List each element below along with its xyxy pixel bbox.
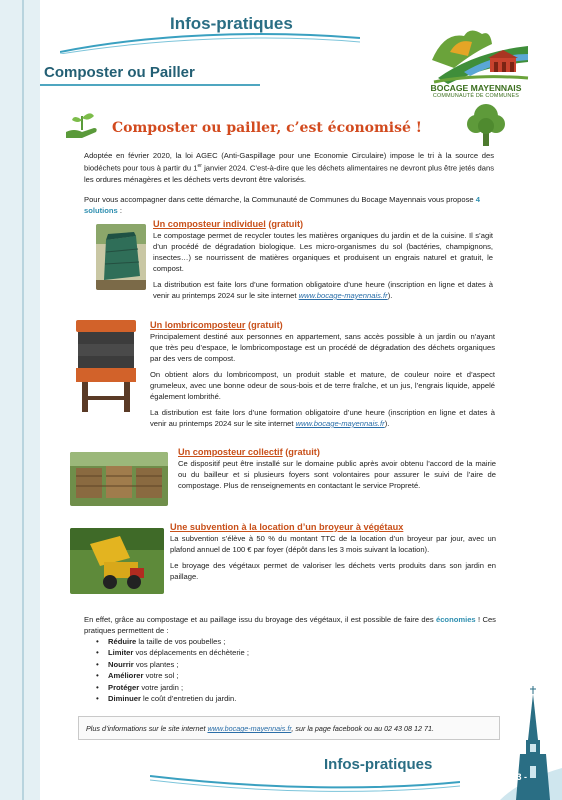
intro-text-cont: janvier 2024. C’est-à-dire que les déchets alimentaires ne devront plus être jetés dans les ordures ménagères et les déchets verts devront être valorisés. xyxy=(84,163,494,184)
benefit-text: votre jardin ; xyxy=(139,682,184,692)
footer-title: Infos-pratiques xyxy=(324,756,433,773)
solution-2-tag: (gratuit) xyxy=(248,320,283,330)
lombricomposteur-photo xyxy=(70,316,142,416)
intro-paragraph-1 xyxy=(84,150,494,185)
composteur-photo xyxy=(96,224,146,290)
composteur-collectif-photo xyxy=(70,452,168,506)
left-margin-line xyxy=(22,0,24,800)
solution-2-note-end: ). xyxy=(384,419,390,428)
conclusion-text: En effet, grâce au compostage et au paillage issu du broyage des végétaux, il est possible de faire des xyxy=(84,615,436,624)
logo-name: BOCAGE MAYENNAIS xyxy=(430,83,522,93)
benefit-verb: Limiter xyxy=(108,648,134,658)
benefit-text: votre sol ; xyxy=(143,671,179,681)
header-title: Infos-pratiques xyxy=(170,14,293,33)
intro-superscript: er xyxy=(197,163,202,169)
website-link[interactable]: www.bocage-mayennais.fr xyxy=(298,291,388,300)
solution-1-tag: (gratuit) xyxy=(268,219,304,229)
solution-2-title-text: Un lombricomposteur xyxy=(150,320,246,330)
benefits-list xyxy=(92,636,249,704)
solution-4-title-text: Une subvention à la location d’un broyeur à végétaux xyxy=(170,522,404,532)
benefit-verb: Réduire xyxy=(108,637,137,646)
solution-4-title xyxy=(170,522,496,532)
solution-1 xyxy=(153,219,493,301)
section-title: Composter ou Pailler xyxy=(44,64,195,81)
solution-1-title-text: Un composteur individuel xyxy=(153,219,266,229)
intro2-text: Pour vous accompagner dans cette démarche, la Communauté de Communes du Bocage Mayennais vous propose xyxy=(84,195,476,204)
website-link[interactable]: www.bocage-mayennais.fr xyxy=(207,724,292,733)
benefit-verb: Diminuer xyxy=(108,694,141,704)
solution-3-tag: (gratuit) xyxy=(285,447,320,457)
footer-swoosh xyxy=(150,772,460,792)
solution-3-title-text: Un composteur collectif xyxy=(178,447,283,457)
benefit-verb: Améliorer xyxy=(108,671,144,681)
solution-3-body: Ce dispositif peut être installé sur le domaine public après avoir obtenu l’accord de la mairie ou du bailleur et si plusieurs foyers sont volontaires pour assurer le suivi de l’aire de compostage. Plus de renseignements en contactant le service Propreté. xyxy=(178,459,496,490)
tree-icon xyxy=(466,100,506,146)
info-text-end: , sur la page facebook ou au 02 43 08 12 71. xyxy=(291,724,435,733)
solution-2-body-2: On obtient alors du lombricompost, un produit stable et mature, de couleur noire et d’aspect grumeleux, avec une bonne odeur de sous-bois et de terre fraîche, et un jus, l’engrais liquide, appelé également lombrithé. xyxy=(150,370,495,401)
conclusion-accent: économies xyxy=(435,615,476,624)
benefit-verb: Nourrir xyxy=(108,659,134,669)
info-box-text xyxy=(86,724,434,733)
solution-2-note-text: La distribution est faite lors d’une formation obligatoire d’une heure (inscription en ligne et dates à venir au printemps 2024 sur le site internet xyxy=(150,408,495,428)
section-underline xyxy=(40,84,260,86)
solution-2-title xyxy=(150,320,495,330)
solution-1-note-end: ). xyxy=(387,291,393,300)
solution-4-body: La subvention s’élève à 50 % du montant TTC de la location d’un broyeur par jour, avec un plafond annuel de 100 € par foyer (dépôt dans les 3 mois suivant la location). xyxy=(170,534,496,554)
benefit-text: vos déplacements en déchèterie ; xyxy=(133,648,249,658)
list-item xyxy=(108,670,249,681)
list-item xyxy=(108,636,249,647)
conclusion-text-end: ! Ces pratiques permettent de : xyxy=(84,615,496,635)
solution-2-body: Principalement destiné aux personnes en appartement, sans accès possible à un jardin ou n’ayant que très peu d’espace, le lombricompostage est un procédé de dégradation des déchets organiques par des vers de compost. xyxy=(150,332,495,363)
solutions-count: 4 solutions xyxy=(84,195,480,215)
benefit-text: le coût d’entretien du jardin. xyxy=(140,694,237,704)
solution-2-note xyxy=(150,407,495,429)
benefit-verb: Protéger xyxy=(108,682,140,692)
header-swoosh xyxy=(60,30,360,54)
solution-1-body: Le compostage permet de recycler toutes les matières organiques du jardin et de la cuisine. Il s’agit d’un procédé de dégradation biologique. Les micro-organismes du sol (bactéries, champignons, insectes…) se nourrissent de matières organiques et produisent un engrais naturel et gratuit, le compost. xyxy=(153,231,493,273)
list-item xyxy=(108,659,249,670)
solution-1-note xyxy=(153,279,493,301)
solution-4 xyxy=(170,522,496,582)
page-number: - 53 - xyxy=(506,772,528,782)
intro-text: Adoptée en février 2020, la loi AGEC (Anti-Gaspillage pour une Economie Circulaire) impose le tri à la source des biodéchets pour tous à partir du 1 xyxy=(84,151,494,173)
solution-1-title xyxy=(153,219,493,229)
benefit-text: la taille de vos poubelles ; xyxy=(136,637,226,646)
intro-paragraph-2 xyxy=(84,194,494,216)
solution-2 xyxy=(150,320,495,429)
logo-subtitle: COMMUNAUTÉ DE COMMUNES xyxy=(432,93,520,99)
intro2-text-end: : xyxy=(117,206,122,215)
broyeur-photo xyxy=(70,528,164,594)
solution-3 xyxy=(178,447,496,491)
website-link[interactable]: www.bocage-mayennais.fr xyxy=(295,419,385,428)
conclusion-paragraph xyxy=(84,614,496,636)
info-text: Plus d’informations sur le site internet xyxy=(86,724,208,733)
left-margin-strip xyxy=(0,0,40,800)
list-item xyxy=(108,682,249,693)
list-item xyxy=(108,647,249,658)
hand-sprout-icon xyxy=(64,110,100,140)
solution-1-note-text: La distribution est faite lors d’une formation obligatoire d’une heure (inscription en ligne et dates à venir au printemps 2024 sur le site internet xyxy=(153,280,493,300)
solution-4-body-2: Le broyage des végétaux permet de valoriser les déchets verts produits dans son jardin en paillage. xyxy=(170,561,496,581)
church-spire-illustration xyxy=(500,680,562,800)
benefit-text: vos plantes ; xyxy=(133,659,179,669)
list-item xyxy=(108,693,249,704)
solution-3-title xyxy=(178,447,496,457)
headline: Composter ou pailler, c’est économisé ! xyxy=(112,120,422,136)
